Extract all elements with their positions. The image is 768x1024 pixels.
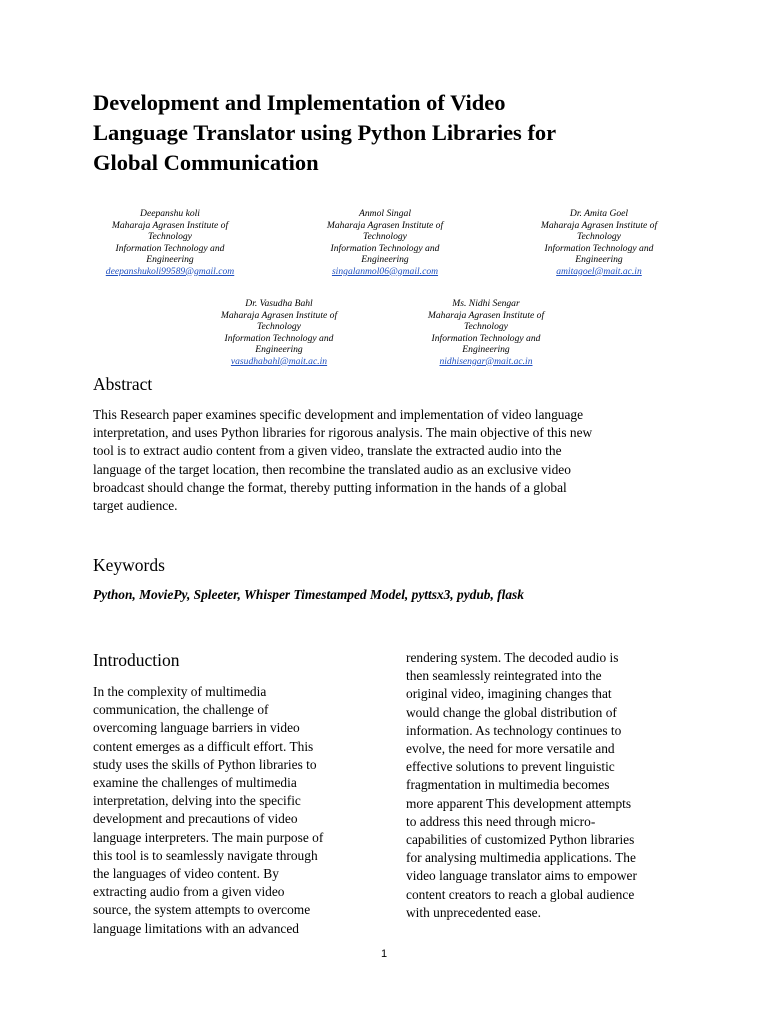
author-affiliation: Technology (464, 321, 508, 332)
title-line: Development and Implementation of Video (93, 90, 506, 115)
intro-line: the languages of video content. By (93, 866, 279, 882)
intro-line: fragmentation in multimedia becomes (406, 777, 610, 793)
author-department: Information Technology and (115, 242, 225, 254)
introduction-right-column (406, 649, 637, 922)
author-department: Engineering (462, 344, 510, 355)
keywords-heading: Keywords (93, 555, 165, 575)
author-affiliation: Technology (257, 321, 301, 332)
intro-line: would change the global distribution of (406, 704, 617, 720)
intro-line: capabilities of customized Python libraries (406, 832, 635, 848)
author-email-link[interactable]: singalanmol06@gmail.com (331, 265, 439, 277)
intro-line: for analysing multimedia applications. The (406, 850, 636, 866)
author-department: Engineering (361, 254, 409, 265)
author-department: Information Technology and (224, 332, 334, 344)
keywords-list: Python, MoviePy, Spleeter, Whisper Timestamped Model, pyttsx3, pydub, flask (93, 587, 524, 602)
intro-line: with unprecedented ease. (406, 904, 541, 920)
intro-line: extracting audio from a given video (93, 884, 285, 900)
author-affiliation: Maharaja Agrasen Institute of (326, 219, 444, 231)
author-department: Information Technology and (330, 242, 440, 254)
intro-line: overcoming language barriers in video (93, 720, 300, 736)
author-email-link[interactable]: vasudhabahl@mait.ac.in (230, 355, 328, 367)
abstract-line: This Research paper examines specific development and implementation of video language (93, 407, 584, 422)
title-line: Global Communication (93, 150, 319, 175)
intro-line: In the complexity of multimedia (93, 684, 267, 699)
author-name: Dr. Vasudha Bahl (245, 298, 313, 309)
abstract-paragraph (93, 406, 592, 515)
author-affiliation: Maharaja Agrasen Institute of (220, 309, 338, 321)
abstract-heading: Abstract (93, 374, 153, 394)
author-affiliation: Technology (363, 231, 407, 242)
abstract-line: interpretation, and uses Python libraries for rigorous analysis. The main objective of this new (93, 425, 593, 441)
author-block (310, 208, 460, 277)
intro-line: original video, imagining changes that (406, 686, 612, 702)
intro-line: study uses the skills of Python libraries to (93, 756, 317, 772)
intro-line: examine the challenges of multimedia (93, 775, 297, 791)
intro-line: interpretation, delving into the specific (93, 793, 301, 809)
author-department: Information Technology and (431, 332, 541, 344)
author-email-link[interactable]: amitagoel@mait.ac.in (556, 265, 642, 277)
author-department: Engineering (146, 254, 194, 265)
intro-line: more apparent This development attempts (406, 795, 632, 811)
author-block (95, 208, 245, 277)
introduction-heading: Introduction (93, 650, 180, 670)
abstract-line: target audience. (93, 498, 178, 514)
intro-line: evolve, the need for more versatile and (406, 741, 615, 757)
title-line: Language Translator using Python Libraries for (93, 120, 557, 145)
author-affiliation: Maharaja Agrasen Institute of (111, 219, 229, 231)
author-block (524, 208, 674, 277)
author-block (411, 298, 561, 367)
intro-line: communication, the challenge of (93, 702, 269, 718)
author-name: Anmol Singal (359, 208, 411, 219)
introduction-left-column (93, 683, 323, 938)
abstract-line: tool is to extract audio content from a given video, translate the extracted audio into the (93, 443, 562, 459)
author-department: Engineering (255, 344, 303, 355)
abstract-line: broadcast should change the format, thereby putting information in the hands of a global (93, 479, 567, 495)
author-affiliation: Technology (148, 231, 192, 242)
intro-line: to address this need through micro- (406, 813, 596, 829)
author-name: Dr. Amita Goel (569, 208, 629, 219)
author-email-link[interactable]: nidhisengar@mait.ac.in (439, 355, 533, 367)
author-name: Deepanshu koli (140, 208, 200, 219)
intro-line: language limitations with an advanced (93, 920, 300, 936)
author-affiliation: Maharaja Agrasen Institute of (427, 309, 545, 321)
paper-title (93, 88, 693, 178)
intro-line: content creators to reach a global audience (406, 886, 635, 902)
intro-line: source, the system attempts to overcome (93, 902, 311, 918)
intro-line: this tool is to seamlessly navigate through (93, 847, 318, 863)
author-affiliation: Maharaja Agrasen Institute of (540, 219, 658, 231)
intro-line: video language translator aims to empower (406, 868, 637, 884)
author-block (204, 298, 354, 367)
abstract-line: language of the target location, then recombine the translated audio as an exclusive video (93, 461, 571, 477)
intro-line: development and precautions of video (93, 811, 298, 827)
author-name: Ms. Nidhi Sengar (452, 298, 520, 309)
intro-line: language interpreters. The main purpose of (93, 829, 324, 845)
author-email-link[interactable]: deepanshukoli99589@gmail.com (105, 265, 235, 277)
author-department: Engineering (575, 254, 623, 265)
intro-line: rendering system. The decoded audio is (406, 650, 619, 665)
intro-line: information. As technology continues to (406, 722, 622, 738)
author-affiliation: Technology (577, 231, 621, 242)
intro-line: then seamlessly reintegrated into the (406, 668, 602, 684)
page-number: 1 (380, 948, 388, 960)
intro-line: content emerges as a difficult effort. This (93, 738, 314, 754)
intro-line: effective solutions to prevent linguistic (406, 759, 615, 775)
author-department: Information Technology and (544, 242, 654, 254)
